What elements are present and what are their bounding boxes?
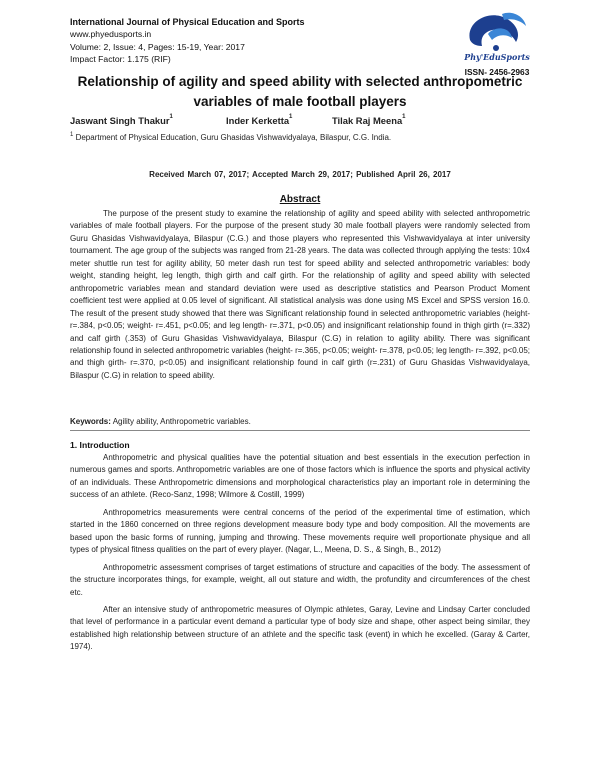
volume-info: Volume: 2, Issue: 4, Pages: 15-19, Year: 2017	[70, 41, 245, 52]
publication-dates: Received March 07, 2017; Accepted March 29, 2017; Published April 26, 2017	[149, 170, 451, 179]
author-2: Inder Kerketta$^1$	[226, 114, 293, 126]
title-line-2: variables of male football players	[193, 94, 407, 109]
abstract-heading: Abstract	[279, 194, 321, 205]
abstract-paragraph: The purpose of the present study to examine the relationship of agility and speed ability with selected anthropometric variables of male football players. For the purpose of the present study 30 male football players were randomly selected from Guru Ghasidas Vishwavidyalaya, Bilaspur (C.G.) and those players who represented this Vishwavidyalaya at inter university tournament. The age group of the subjects was ranged from 21-28 years. The data was collected through applying the tests: 10x4 meter shuttle run test for agility ability, 50 meter dash run test for speed ability and selected anthropometric variables: body weight, standing height, leg length, thigh girth and calf girth. For the relationship of agility and speed ability with selected anthropometric variables mean and standard deviation were used as descriptive statistics and Pearson Product Moment coefficient test were applied at 0.05 level of significant. All statistical analysis was done using MS Excel and SPSS version 16.0. The result of the present study showed that there was Significant relationship found in selected anthropometric variables (height- r=.384, p<0.05; weight- r=.451, p<0.05; and leg length- r=.371, p<0.05) and insignificant relationship found in thigh girth (r=.332) and calf girth (.353) of Guru Ghasidas Vishwavidyalaya, Bilaspur (C.G) in relation to agility ability. There was significant relationship found in selected anthropometric variables (height- r=.365, p<0.05; weight- r=.378, p<0.05; leg length- r=.392, p<0.05; and thigh girth- r=.370, p<0.05) and insignificant relationship found in calf girth (r=.231) of Guru Ghasidas Vishwavidyalaya, Bilaspur (C.G) in relation to speed ability.	[70, 209, 530, 380]
issn: ISSN- 2456-2963	[464, 67, 530, 77]
author-1: Jaswant Singh Thakur$^1$	[70, 114, 173, 126]
impact-factor: Impact Factor: 1.175 (RIF)	[70, 54, 171, 65]
keywords-label: Keywords:	[70, 417, 111, 426]
title-line-1: Relationship of agility and speed ability with selected anthropometric	[77, 74, 523, 89]
abstract-body	[70, 208, 530, 382]
introduction-heading: 1. Introduction	[70, 440, 130, 450]
introduction-body	[70, 452, 530, 659]
paper-title	[70, 72, 530, 112]
intro-paragraph-4: After an intensive study of anthropometric measures of Olympic athletes, Garay, Levine and Lindsay Carter concluded that level of performance in a particular event demand a particular type of body size and shape, other aspect being similar, they established high relationship between structure of an athlete and the specific task (event) in which he excelled. (Garay & Carter, 1974).	[70, 604, 530, 652]
intro-paragraph-2: Anthropometrics measurements were central concerns of the period of the experimental time of estimation, which started in the 1860 concerned on three regions development measure body type and body composition. All the movements are based upon the basic forms of running, jumping and throwing. These movements require well proportionate physique and all types of physical fitness qualities on the part of every player. (Nagar, L., Meena, D. S., & Singh, B., 2012)	[70, 507, 530, 555]
journal-logo	[452, 10, 542, 78]
logo-brand-text: Phy'EduSports	[464, 52, 530, 62]
section-divider	[70, 430, 530, 431]
keywords	[70, 417, 530, 426]
intro-paragraph-3: Anthropometric assessment comprises of target estimations of structure and capacities of the body. The assessment of the structure incorporates things, for example, weight, all out stature and width, the profundity and circumferences of the chest etc.	[70, 562, 530, 597]
logo-emblem-icon	[462, 10, 532, 54]
keywords-text: Agility ability, Anthropometric variables.	[110, 417, 251, 426]
journal-website[interactable]: www.phyedusports.in	[70, 29, 152, 40]
journal-header	[70, 16, 305, 66]
journal-name: International Journal of Physical Education and Sports	[70, 17, 305, 27]
affiliation: $^1$ Department of Physical Education, Guru Ghasidas Vishwavidyalaya, Bilaspur, C.G. India.	[70, 132, 392, 142]
intro-paragraph-1: Anthropometric and physical qualities have the potential situation and best essentials in the execution perfection in numerous games and sports. Anthropometric variables are one of those factors which is influence the sports and physical activity of an individuals. These Anthropometric dimensions and morphological characteristics play an important role in determining the success of an athlete. (Reco-Sanz, 1998; Wilmore & Costill, 1999)	[70, 453, 530, 500]
author-3: Tilak Raj Meena$^1$	[332, 114, 406, 126]
